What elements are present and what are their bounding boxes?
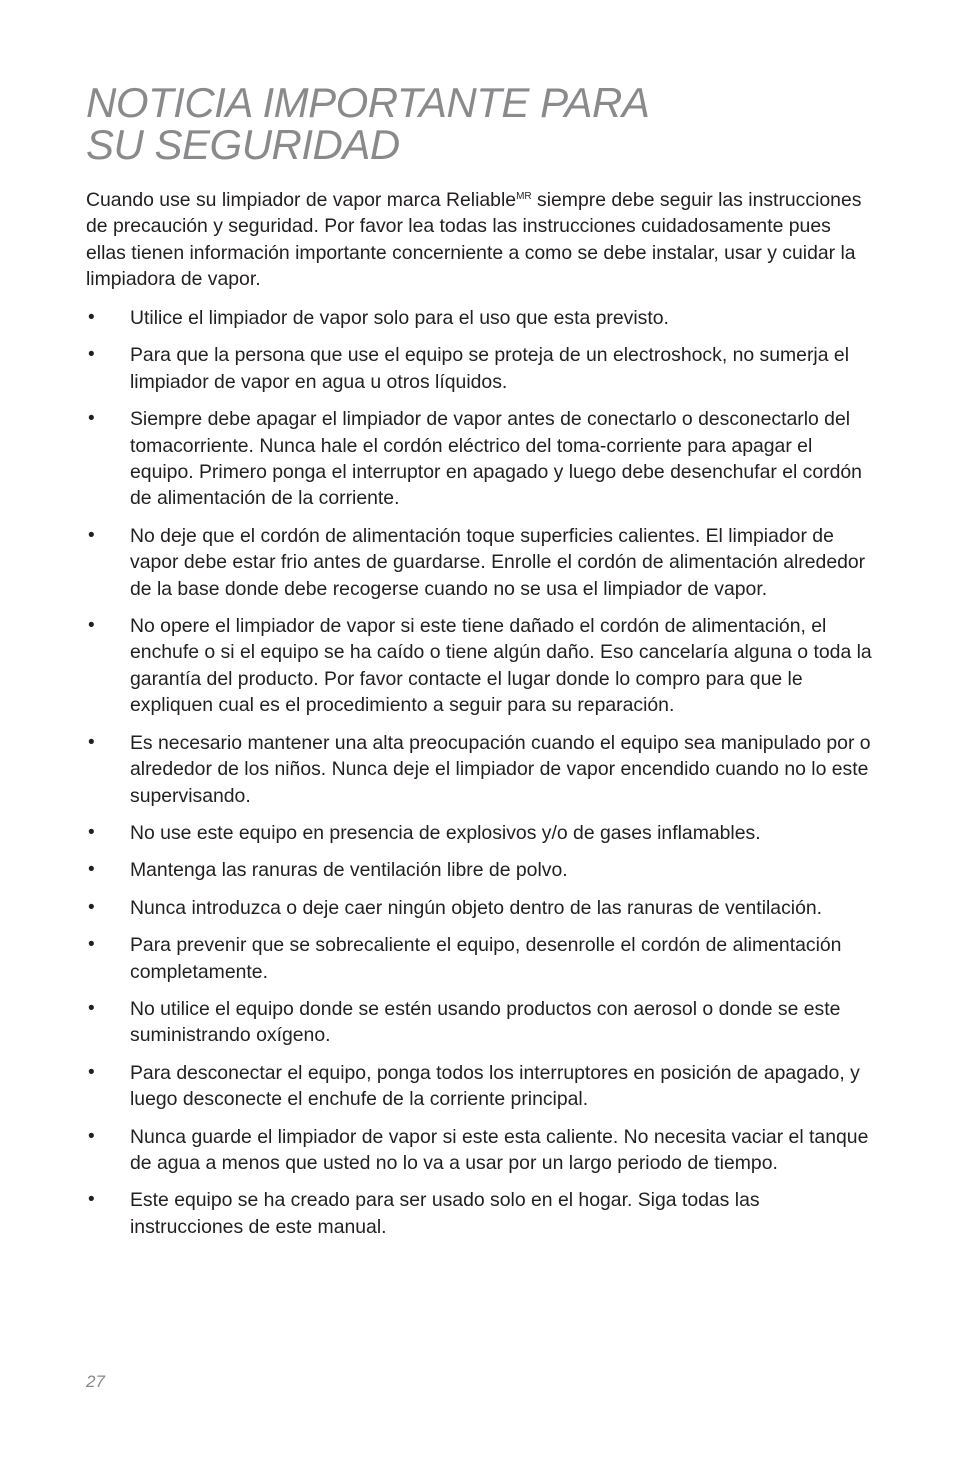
page-title-line-1: NOTICIA IMPORTANTE PARA bbox=[86, 79, 650, 126]
safety-instructions-list bbox=[86, 305, 876, 1251]
list-item-text: No utilice el equipo donde se estén usando productos con aerosol o donde se este suministrando oxígeno. bbox=[130, 997, 841, 1047]
list-item bbox=[86, 305, 876, 331]
list-item-text: Para que la persona que use el equipo se proteja de un electroshock, no sumerja el limpiador de vapor en agua u otros líquidos. bbox=[130, 344, 849, 393]
bullet-icon: • bbox=[88, 821, 95, 843]
trademark-mark: MR bbox=[516, 191, 532, 202]
list-item bbox=[86, 895, 876, 921]
bullet-icon: • bbox=[88, 524, 95, 546]
list-item bbox=[86, 1124, 876, 1177]
bullet-icon: • bbox=[88, 731, 95, 753]
list-item-text: Es necesario mantener una alta preocupación cuando el equipo sea manipulado por o alrededor de los niños. Nunca deje el limpiador de vapor encendido cuando no lo este supervisando. bbox=[130, 731, 871, 807]
list-item-text: No opere el limpiador de vapor si este tiene dañado el cordón de alimentación, el enchufe o si el equipo se ha caído o tiene algún daño. Eso cancelaría alguna o toda la garantía del producto. Por favor contacte el lugar donde lo compro para que le expliquen cual es el procedimiento a seguir para su reparación. bbox=[130, 615, 872, 717]
list-item-text: Nunca introduzca o deje caer ningún objeto dentro de las ranuras de ventilación. bbox=[130, 896, 823, 919]
list-item bbox=[86, 523, 876, 602]
bullet-icon: • bbox=[88, 859, 95, 881]
list-item bbox=[86, 1187, 876, 1240]
list-item bbox=[86, 857, 876, 883]
page-title-line-2: SU SEGURIDAD bbox=[86, 121, 400, 168]
list-item bbox=[86, 1060, 876, 1113]
bullet-icon: • bbox=[88, 615, 95, 637]
list-item-text: Siempre debe apagar el limpiador de vapor antes de conectarlo o desconectarlo del tomacorriente. Nunca hale el cordón eléctrico del toma-corriente para apagar el equipo. Primero ponga el interruptor en apagado y luego debe desenchufar el cordón de alimentación de la corriente. bbox=[130, 408, 862, 510]
list-item-text: Nunca guarde el limpiador de vapor si este esta caliente. No necesita vaciar el tanque de agua a menos que usted no lo va a usar por un largo periodo de tiempo. bbox=[130, 1125, 869, 1174]
list-item-text: Para prevenir que se sobrecaliente el equipo, desenrolle el cordón de alimentación completamente. bbox=[130, 934, 842, 983]
list-item bbox=[86, 932, 876, 985]
bullet-icon: • bbox=[88, 997, 95, 1019]
list-item bbox=[86, 406, 876, 512]
intro-text-end: siempre debe seguir las instrucciones de precaución y seguridad. Por favor lea todas las instrucciones cuidadosamente pues ellas tienen información importante concerniente a como se debe instalar, usar y cuidar la limpiadora de vapor. bbox=[86, 189, 862, 291]
list-item-text: No use este equipo en presencia de explosivos y/o de gases inflamables. bbox=[130, 821, 761, 844]
bullet-icon: • bbox=[88, 307, 95, 328]
list-item bbox=[86, 613, 876, 719]
bullet-icon: • bbox=[88, 896, 95, 918]
list-item bbox=[86, 996, 876, 1049]
list-item bbox=[86, 820, 876, 846]
bullet-icon: • bbox=[88, 408, 95, 430]
list-item-text: Mantenga las ranuras de ventilación libre de polvo. bbox=[130, 859, 568, 882]
list-item-text: Este equipo se ha creado para ser usado solo en el hogar. Siga todas las instrucciones de este manual. bbox=[130, 1189, 760, 1238]
bullet-icon: • bbox=[88, 1125, 95, 1147]
list-item bbox=[86, 342, 876, 395]
bullet-icon: • bbox=[88, 1061, 95, 1083]
list-item bbox=[86, 730, 876, 809]
list-item-text: Utilice el limpiador de vapor solo para el uso que esta previsto. bbox=[130, 307, 669, 329]
bullet-icon: • bbox=[88, 934, 95, 956]
list-item-text: Para desconectar el equipo, ponga todos los interruptores en posición de apagado, y luego desconecte el enchufe de la corriente principal. bbox=[130, 1061, 860, 1111]
list-item-text: No deje que el cordón de alimentación toque superficies calientes. El limpiador de vapor debe estar frio antes de guardarse. Enrolle el cordón de alimentación alrededor de la base donde debe recogerse cuando no se usa el limpiador de vapor. bbox=[130, 524, 866, 600]
intro-text-start: Cuando use su limpiador de vapor marca Reliable bbox=[86, 189, 517, 211]
page-number: 27 bbox=[86, 1372, 105, 1391]
page-title bbox=[86, 79, 886, 168]
bullet-icon: • bbox=[88, 344, 95, 366]
bullet-icon: • bbox=[88, 1189, 95, 1211]
intro-paragraph bbox=[86, 187, 876, 293]
